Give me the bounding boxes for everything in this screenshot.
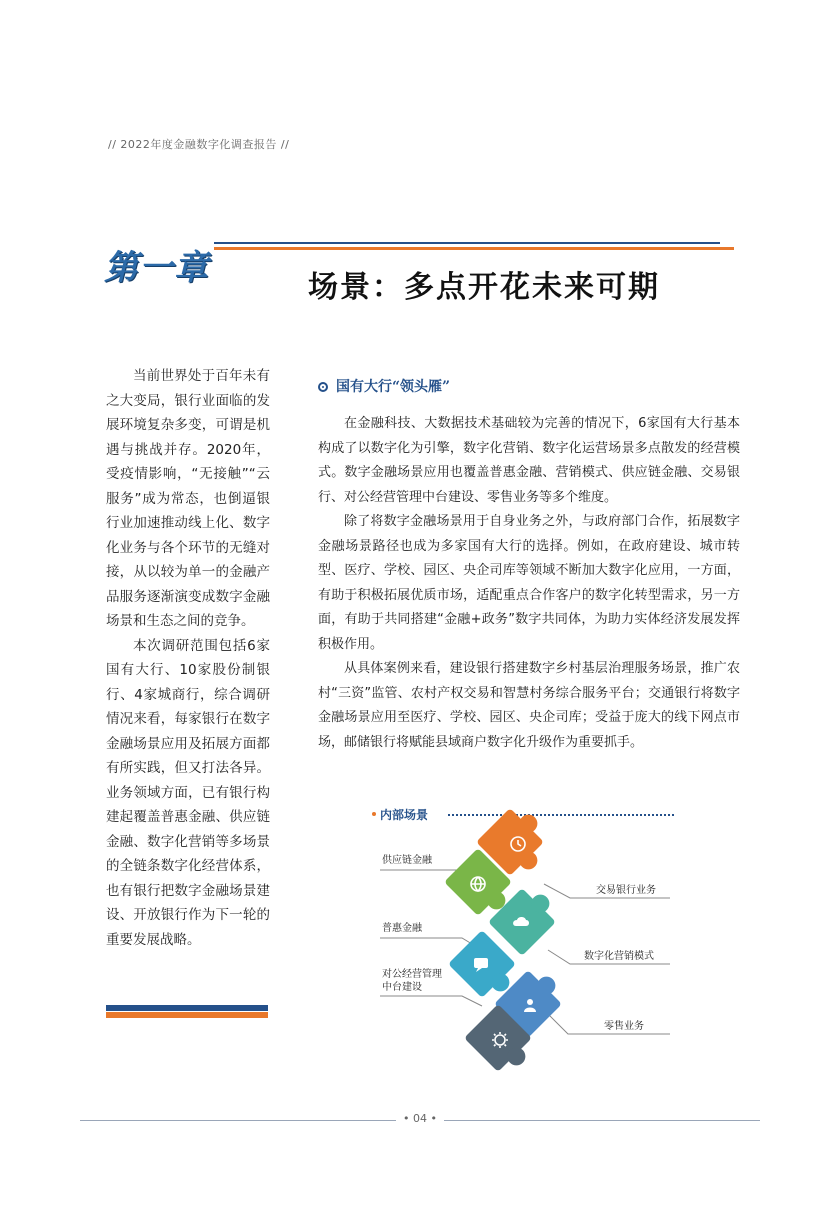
puzzle-diagram xyxy=(370,800,690,1080)
connector-corporate xyxy=(380,996,482,1006)
section-paragraph-3: 从具体案例来看，建设银行搭建数字乡村基层治理服务场景，推广农村“三资”监管、农村产权交易和智慧村务综合服务平台；交通银行将数字金融场景应用至医疗、学校、园区、央企司库；受益于庞大的线下网点市场，邮储银行将赋能县域商户数字化升级作为重要抓手。 xyxy=(318,661,740,750)
chapter-rule-blue xyxy=(214,242,720,244)
left-paragraph-2: 本次调研范围包括6家国有大行、10家股份制银行、4家城商行，综合调研情况来看，每家银行在数字金融场景应用及拓展方面都有所实践，但又打法各异。业务领域方面，已有银行构建起覆盖普惠金融、供应链金融、数字化营销等多场景的全链条数字化经营体系，也有银行把数字金融场景建设、开放银行作为下一轮的重要发展战略。 xyxy=(106,637,270,948)
bullet-circle-icon xyxy=(318,382,328,392)
section-paragraph-1: 在金融科技、大数据技术基础较为完善的情况下，6家国有大行基本构成了以数字化为引擎，数字化营销、数字化运营场景多点散发的经营模式。数字金融场景应用也覆盖普惠金融、营销模式、供应链金融、交易银行、对公经营管理中台建设、零售业务等多个维度。 xyxy=(318,416,740,505)
right-column xyxy=(318,412,740,755)
section-paragraph-2: 除了将数字金融场景用于自身业务之外，与政府部门合作，拓展数字金融场景路径也成为多家国有大行的选择。例如，在政府建设、城市转型、医疗、学校、园区、央企司库等领域不断加大数字化应用，一方面，有助于积极拓展优质市场，适配重点合作客户的数字化转型需求，另一方面，有助于共同搭建“金融+政务”数字共同体，为助力实体经济发展发挥积极作用。 xyxy=(318,514,740,652)
left-bar-blue xyxy=(106,1005,268,1011)
footer-rule-right xyxy=(444,1120,760,1121)
puzzle-graphic xyxy=(370,800,690,1080)
section-heading xyxy=(318,376,450,396)
label-corporate-2: 中台建设 xyxy=(382,982,422,993)
label-retail: 零售业务 xyxy=(604,1021,644,1032)
label-transaction: 交易银行业务 xyxy=(596,885,656,896)
chapter-rule-orange xyxy=(214,247,734,250)
chapter-tag: 第一章 xyxy=(104,248,209,288)
label-marketing: 数字化营销模式 xyxy=(584,951,654,962)
left-bar-orange xyxy=(106,1012,268,1018)
diagram-title: 内部场景 xyxy=(380,808,429,822)
page-number: • 04 • xyxy=(403,1112,437,1125)
footer-rule-left xyxy=(80,1120,396,1121)
section-heading-text: 国有大行“领头雁” xyxy=(336,379,451,395)
left-paragraph-1: 当前世界处于百年未有之大变局，银行业面临的发展环境复杂多变，可谓是机遇与挑战并存。2020年，受疫情影响，“无接触”“云服务”成为常态，也倒逼银行业加速推动线上化、数字化业务与各个环节的无缝对接，从以较为单一的金融产品服务逐渐演变成数字金融场景和生态之间的竞争。 xyxy=(106,368,270,629)
chapter-title: 场景：多点开花未来可期 xyxy=(308,270,660,305)
left-column xyxy=(106,364,270,952)
label-supply-chain: 供应链金融 xyxy=(382,855,432,866)
running-header: // 2022年度金融数字化调查报告 // xyxy=(108,138,290,151)
label-inclusive: 普惠金融 xyxy=(382,923,422,934)
label-corporate-1: 对公经营管理 xyxy=(382,969,442,980)
